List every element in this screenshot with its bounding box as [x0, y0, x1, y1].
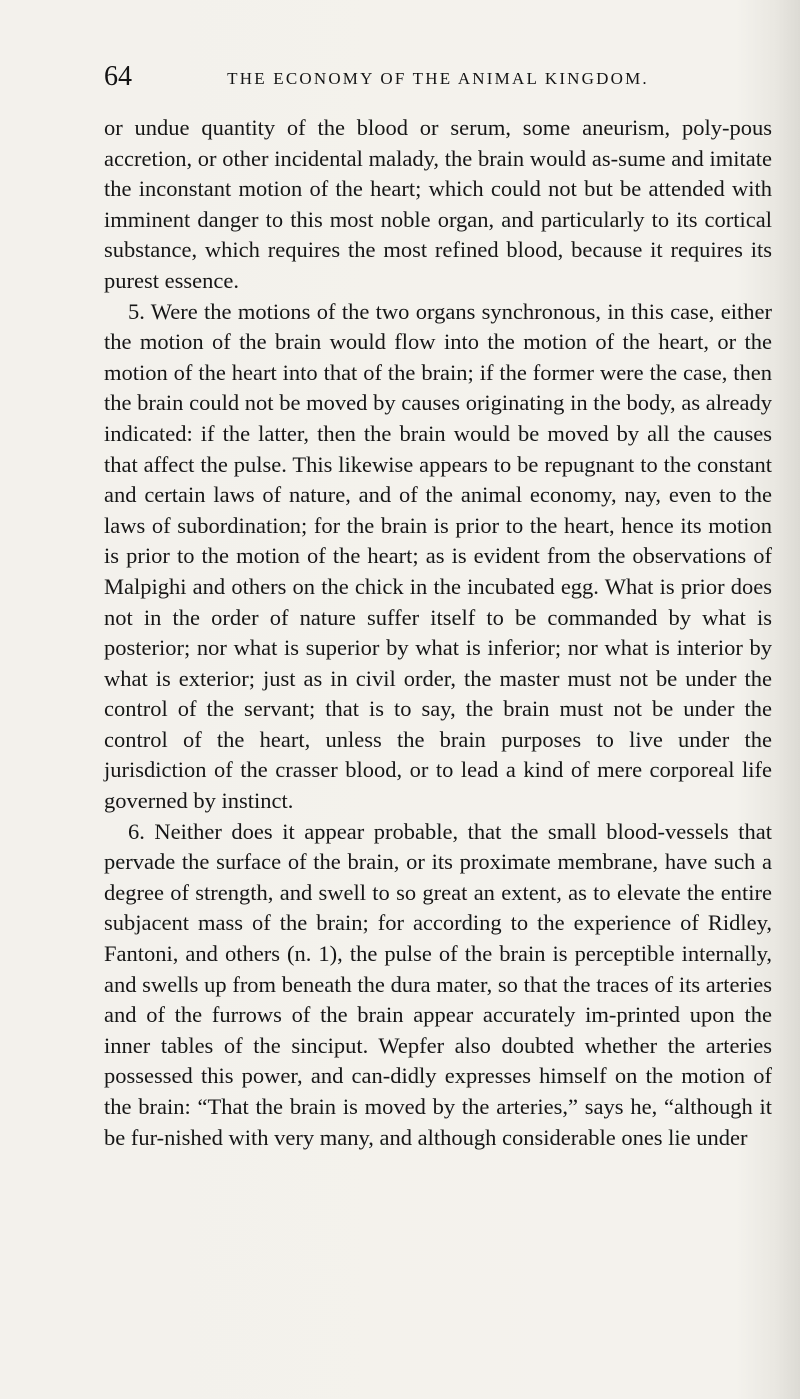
running-title: THE ECONOMY OF THE ANIMAL KINGDOM. — [227, 69, 649, 88]
paragraph-continuation: or undue quantity of the blood or serum, some aneurism, poly-pous accretion, or other incidental malady, the brain would as-sume and imitate the inconstant motion of the heart; which could not but be attended with imminent danger to this most noble organ, and particularly to its cortical substance, which requires the most refined blood, because it requires its purest essence. — [104, 115, 772, 293]
paragraph-5: 5. Were the motions of the two organs synchronous, in this case, either the motion of the brain would flow into the motion of the heart, or the motion of the heart into that of the brain; if the former were the case, then the brain could not be moved by causes originating in the body, as already indicated: if the latter, then the brain would be moved by all the causes that affect the pulse. This likewise appears to be repugnant to the constant and certain laws of nature, and of the animal economy, nay, even to the laws of subordination; for the brain is prior to the heart, hence its motion is prior to the motion of the heart; as is evident from the observations of Malpighi and others on the chick in the incubated egg. What is prior does not in the order of nature suffer itself to be commanded by what is posterior; nor what is superior by what is inferior; nor what is interior by what is exterior; just as in civil order, the master must not be under the control of the servant; that is to say, the brain must not be under the control of the heart, unless the brain purposes to live under the jurisdiction of the crasser blood, or to lead a kind of mere corporeal life governed by instinct. — [104, 298, 772, 814]
page-number: 64 — [104, 61, 132, 92]
paragraph-6: 6. Neither does it appear probable, that the small blood-vessels that pervade the surface of the brain, or its proximate membrane, have such a degree of strength, and swell to so great an extent, as to elevate the entire subjacent mass of the brain; for according to the experience of Ridley, Fantoni, and others (n. 1), the pulse of the brain is perceptible internally, and swells up from beneath the dura mater, so that the traces of its arteries and of the furrows of the brain appear accurately im-printed upon the inner tables of the sinciput. Wepfer also doubted whether the arteries possessed this power, and can-didly expresses himself on the motion of the brain: “That the brain is moved by the arteries,” says he, “although it be fur-nished with very many, and although considerable ones lie under — [104, 818, 772, 1150]
page-header — [104, 62, 772, 102]
body-text — [104, 113, 772, 1153]
